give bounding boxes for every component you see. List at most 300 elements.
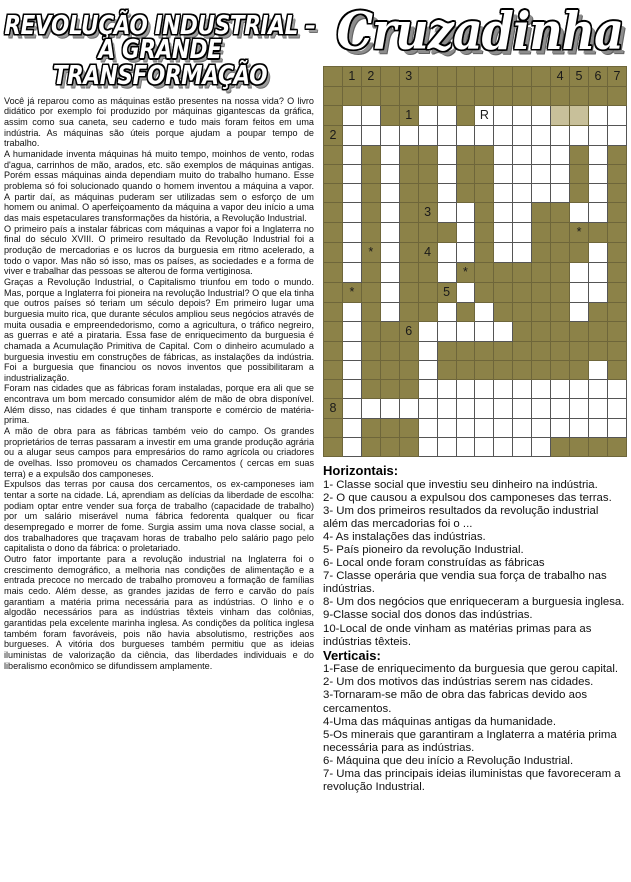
grid-cell-block (380, 380, 399, 399)
grid-row (324, 146, 627, 165)
grid-cell-open[interactable] (437, 126, 456, 146)
clue-vertical-4: 4-Uma das máquinas antigas da humanidade. (323, 715, 557, 728)
grid-cell-block (532, 243, 551, 263)
article-paragraph: Graças a Revolução Industrial, o Capitalismo triunfou em todo o mundo. Mas, porque a Inglaterra foi pioneira na revolução Industrial? O que ela tinha que outros países só teriam um século depois? Em primeiro lugar uma burguesia muito rica, que durante séculos ampliou seus negócios através de muita ousadia e empreendedorismo, como a agricultura, o tráfico negreiro, as guerras e até a pirataria. Essa fase de enriquecimento da burguesia é chamada a Acumulação Primitiva de Capital. Com o dinheiro acumulado a burguesia investiu em construções de fábricas, as instalações da indústria. Foi a burguesia que financiou os novos inventos que possibilitaram a industrialização. (4, 276, 314, 383)
grid-cell-block (570, 361, 589, 380)
grid-row (324, 126, 627, 146)
grid-cell-open[interactable] (437, 243, 456, 263)
grid-cell-open[interactable] (380, 146, 399, 165)
grid-cell-open[interactable] (418, 126, 437, 146)
grid-cell-block (589, 87, 608, 106)
column-number-5: 5 (570, 67, 589, 87)
grid-cell-block (532, 203, 551, 223)
grid-cell-open[interactable] (513, 380, 532, 399)
page-title-line-2: A GRANDE TRANSFORMAÇÃO (52, 35, 268, 91)
grid-cell-block (607, 263, 626, 283)
grid-header-cell (475, 67, 494, 87)
grid-cell-block (324, 243, 343, 263)
grid-cell-open[interactable] (589, 165, 608, 184)
grid-cell-block (532, 223, 551, 243)
grid-cell-block (456, 184, 475, 203)
grid-cell-open[interactable] (418, 361, 437, 380)
grid-cell-open[interactable] (589, 361, 608, 380)
grid-cell-block (589, 223, 608, 243)
grid-cell-block (456, 303, 475, 322)
grid-row (324, 165, 627, 184)
grid-row (324, 243, 627, 263)
grid-cell-open[interactable] (494, 184, 513, 203)
grid-cell-open[interactable] (456, 399, 475, 419)
grid-cell-block (399, 380, 418, 399)
grid-cell-block (380, 106, 399, 126)
grid-cell-block (324, 438, 343, 457)
grid-cell-open[interactable] (361, 399, 380, 419)
grid-cell-highlight[interactable] (551, 106, 570, 126)
grid-cell-open[interactable] (607, 106, 626, 126)
grid-cell-open[interactable] (513, 223, 532, 243)
grid-cell-open[interactable] (437, 380, 456, 399)
grid-cell-open[interactable] (399, 399, 418, 419)
grid-cell-open[interactable] (342, 419, 361, 438)
grid-cell-open[interactable] (532, 165, 551, 184)
grid-cell-block (324, 380, 343, 399)
grid-cell-block (532, 361, 551, 380)
column-number-4: 4 (551, 67, 570, 87)
grid-cell-block (361, 419, 380, 438)
grid-cell-open[interactable] (494, 106, 513, 126)
grid-cell-open[interactable] (513, 106, 532, 126)
grid-header-cell (437, 67, 456, 87)
grid-cell-open[interactable] (494, 165, 513, 184)
grid-cell-block (475, 342, 494, 361)
grid-cell-block (399, 223, 418, 243)
grid-cell-open[interactable] (380, 165, 399, 184)
grid-cell-open[interactable] (342, 223, 361, 243)
grid-cell-block (475, 263, 494, 283)
grid-cell-open[interactable] (532, 146, 551, 165)
grid-cell-open[interactable] (551, 126, 570, 146)
grid-row (324, 399, 627, 419)
grid-cell-block (607, 223, 626, 243)
grid-cell-open[interactable] (589, 106, 608, 126)
grid-cell-open[interactable] (380, 184, 399, 203)
grid-cell-open[interactable] (380, 263, 399, 283)
grid-cell-block (589, 303, 608, 322)
grid-cell-block (399, 361, 418, 380)
grid-cell-open[interactable] (589, 419, 608, 438)
article-paragraph: A humanidade inventa máquinas há muito tempo, moinhos de vento, rodas d'agua, carrinhos de mão, arados, etc. são exemplos de máquinas antigas. Porém essas máquinas ainda dependiam muito do trabalho humano. Esse problema só foi solucionado quando o homem inventou a máquina a vapor. A partir daí, as máquinas puderam ser utilizadas sem o esforço de um homem ou animal. O aperfeiçoamento da máquina a vapor deu início a uma das mais espetaculares transformações da história, a Revolução Industrial. (4, 149, 314, 223)
grid-cell-open[interactable] (380, 223, 399, 243)
clue-vertical-1: 1-Fase de enriquecimento da burguesia que gerou capital. (323, 663, 619, 676)
grid-cell-open[interactable] (437, 146, 456, 165)
grid-cell-open[interactable] (494, 146, 513, 165)
grid-cell-open[interactable] (494, 438, 513, 457)
grid-row (324, 342, 627, 361)
grid-cell-block (551, 361, 570, 380)
grid-cell-block (494, 303, 513, 322)
grid-cell-open[interactable] (437, 165, 456, 184)
grid-cell-open[interactable] (532, 126, 551, 146)
grid-cell-open[interactable] (513, 399, 532, 419)
grid-cell-block (607, 283, 626, 303)
grid-cell-block (399, 438, 418, 457)
clue-vertical-2: 2- Um dos motivos das indústrias serem nas cidades. (323, 676, 594, 689)
clue-horizontal-2: 2- O que causou a expulsou dos camponeses das terras. (323, 491, 612, 504)
grid-cell-open[interactable] (570, 380, 589, 399)
grid-cell-block (551, 87, 570, 106)
grid-cell-block (399, 303, 418, 322)
grid-cell-block (361, 342, 380, 361)
grid-clue-number-8: 8 (324, 399, 343, 419)
grid-cell-block (437, 361, 456, 380)
grid-cell-open[interactable] (456, 438, 475, 457)
grid-cell-block (532, 87, 551, 106)
grid-cell-open[interactable] (513, 243, 532, 263)
grid-cell-block (324, 263, 343, 283)
grid-cell-open[interactable] (475, 380, 494, 399)
grid-cell-open[interactable] (551, 165, 570, 184)
grid-cell-open[interactable] (551, 184, 570, 203)
grid-cell-block (399, 283, 418, 303)
grid-cell-block (607, 361, 626, 380)
grid-cell-open[interactable] (342, 380, 361, 399)
grid-cell-open[interactable] (494, 223, 513, 243)
grid-cell-open[interactable] (494, 126, 513, 146)
column-number-1: 1 (342, 67, 361, 87)
grid-cell-open[interactable] (361, 126, 380, 146)
grid-cell-open[interactable] (418, 106, 437, 126)
grid-cell-block (570, 87, 589, 106)
grid-cell-open[interactable] (475, 322, 494, 342)
grid-cell-block (437, 223, 456, 243)
grid-cell-block (475, 203, 494, 223)
grid-cell-open[interactable] (380, 283, 399, 303)
grid-cell-open[interactable] (589, 184, 608, 203)
article-paragraph: Outro fator importante para a revolução industrial na Inglaterra foi o crescimento demográfico, a melhoria nas condições de alimentação e a entrada precoce no mercado de trabalho promoveu a formação de famílias mais cedo. Além desse, as grandes jazidas de ferro e carvão do país garantiam a matéria prima necessária para as indústrias. O linho e o algodão necessários para as indústrias têxteis vinham das colônias, garantidas pela excelente marinha inglesa. As condições da política inglesa também foram favoráveis, pois não havia absolutismo, restrições aos burgueses. A vitória dos burgueses também permitiu que as ideias iluministas de valorização da ciência, das liberdades individuais e do liberalismo econômico se difundissem amplamente. (4, 553, 314, 671)
grid-cell-open[interactable] (494, 243, 513, 263)
grid-cell-block (380, 438, 399, 457)
grid-cell-open[interactable] (456, 126, 475, 146)
grid-cell-open[interactable] (551, 419, 570, 438)
grid-header-cell (513, 67, 532, 87)
grid-cell-open[interactable] (513, 126, 532, 146)
grid-cell-block (551, 303, 570, 322)
grid-cell-open[interactable] (475, 438, 494, 457)
grid-cell-open[interactable] (456, 243, 475, 263)
grid-cell-block (324, 283, 343, 303)
grid-cell-open[interactable] (589, 380, 608, 399)
grid-cell-open[interactable] (513, 184, 532, 203)
grid-cell-block (399, 342, 418, 361)
grid-cell-open[interactable] (437, 419, 456, 438)
grid-cell-block (380, 361, 399, 380)
grid-cell-open[interactable] (513, 146, 532, 165)
grid-cell-block (551, 263, 570, 283)
grid-cell-open[interactable] (342, 399, 361, 419)
grid-cell-block (551, 322, 570, 342)
grid-cell-block (418, 165, 437, 184)
grid-cell-block (513, 87, 532, 106)
grid-cell-block (456, 165, 475, 184)
grid-cell-open[interactable] (607, 126, 626, 146)
grid-cell-open[interactable] (607, 380, 626, 399)
grid-cell-open[interactable] (437, 263, 456, 283)
grid-header-cell (380, 67, 399, 87)
grid-cell-block (607, 184, 626, 203)
grid-cell-block (324, 184, 343, 203)
grid-cell-open[interactable] (570, 419, 589, 438)
grid-cell-block (532, 322, 551, 342)
grid-cell-block (437, 342, 456, 361)
grid-cell-open[interactable] (607, 419, 626, 438)
grid-cell-block (513, 303, 532, 322)
grid-cell-open[interactable] (456, 203, 475, 223)
grid-cell-block (607, 87, 626, 106)
grid-cell-open[interactable] (494, 380, 513, 399)
grid-cell-open[interactable] (380, 303, 399, 322)
grid-cell-block (324, 146, 343, 165)
grid-cell-block (361, 380, 380, 399)
grid-cell-open[interactable] (342, 126, 361, 146)
grid-cell-open[interactable] (532, 399, 551, 419)
grid-cell-open[interactable] (342, 184, 361, 203)
clue-horizontal-6: 6- Local onde foram construídas as fábricas (323, 557, 545, 570)
verticais-list (323, 663, 625, 794)
grid-clue-number-2: 2 (324, 126, 343, 146)
grid-cell-open[interactable] (342, 303, 361, 322)
grid-row (324, 106, 627, 126)
grid-cell-block (361, 283, 380, 303)
grid-cell-open[interactable] (418, 380, 437, 399)
grid-cell-block (607, 146, 626, 165)
article-paragraph: A mão de obra para as fábricas também veio do campo. Os grandes proprietários de terras passaram a investir em uma grande produção agrária ou a alugar seus campos para empresários do ramo agrícola ou criadores de ovelhas. Isso promoveu os chamados Cercamentos ( cercas em suas terra) e a expulsão dos camponeses. (4, 426, 314, 479)
grid-cell-block (475, 243, 494, 263)
grid-cell-open[interactable] (418, 399, 437, 419)
grid-cell-block (399, 87, 418, 106)
grid-cell-open[interactable] (342, 165, 361, 184)
grid-cell-block (361, 303, 380, 322)
grid-cell-open[interactable] (475, 303, 494, 322)
grid-cell-block (418, 283, 437, 303)
grid-cell-block (607, 438, 626, 457)
grid-clue-number-1: 1 (399, 106, 418, 126)
grid-cell-block (570, 243, 589, 263)
grid-cell-block (551, 283, 570, 303)
grid-cell-open[interactable] (513, 165, 532, 184)
grid-cell-open[interactable] (342, 203, 361, 223)
grid-cell-block (513, 342, 532, 361)
grid-cell-block (607, 165, 626, 184)
page-title-line-1: REVOLUÇÃO INDUSTRIAL – (4, 11, 316, 42)
grid-cell-open[interactable] (456, 380, 475, 399)
grid-cell-open[interactable] (589, 399, 608, 419)
grid-cell-open[interactable] (342, 361, 361, 380)
grid-cell-block (532, 303, 551, 322)
grid-cell-block (324, 342, 343, 361)
grid-cell-open[interactable] (437, 303, 456, 322)
grid-cell-open[interactable] (551, 399, 570, 419)
grid-cell-open[interactable] (589, 243, 608, 263)
grid-cell-block (551, 223, 570, 243)
grid-cell-open[interactable] (607, 399, 626, 419)
grid-cell-block (418, 184, 437, 203)
column-number-3: 3 (399, 67, 418, 87)
grid-row (324, 283, 627, 303)
grid-cell-open[interactable] (532, 438, 551, 457)
grid-cell-open[interactable] (342, 146, 361, 165)
grid-cell-open[interactable] (437, 322, 456, 342)
grid-cell-block (399, 165, 418, 184)
clue-vertical-3: 3-Tornaram-se mão de obra das fabricas devido aos cercamentos. (323, 689, 588, 715)
grid-cell-open[interactable] (437, 399, 456, 419)
grid-cell-open[interactable] (494, 203, 513, 223)
grid-cell-open[interactable] (570, 399, 589, 419)
grid-cell-open[interactable] (342, 243, 361, 263)
article-paragraph: Você já reparou como as máquinas estão presentes na nossa vida? O livro didático por exemplo foi produzido por máquinas gigantescas da gráfica, assim como sua caneta, seu caderno e tudo mais foram feitos em uma indústria. As máquinas são úteis porque ajudam a poupar tempo de trabalho. (4, 95, 314, 149)
grid-cell-block (513, 322, 532, 342)
grid-cell-open[interactable] (437, 203, 456, 223)
grid-cell-block (551, 203, 570, 223)
grid-cell-open[interactable] (513, 438, 532, 457)
grid-cell-block (589, 322, 608, 342)
clue-horizontal-8: 8- Um dos negócios que enriqueceram a burguesia inglesa. (323, 596, 625, 609)
grid-cell-open[interactable] (589, 146, 608, 165)
grid-cell-block (494, 87, 513, 106)
grid-cell-open[interactable] (532, 380, 551, 399)
grid-cell-open[interactable] (513, 419, 532, 438)
grid-cell-open[interactable] (570, 126, 589, 146)
grid-cell-block (607, 303, 626, 322)
grid-cell-block (380, 87, 399, 106)
grid-row (324, 203, 627, 223)
grid-cell-block (361, 322, 380, 342)
grid-cell-open[interactable] (342, 438, 361, 457)
grid-cell-open[interactable] (589, 283, 608, 303)
grid-cell-open[interactable] (342, 263, 361, 283)
grid-cell-open[interactable] (437, 106, 456, 126)
grid-cell-block (607, 203, 626, 223)
grid-cell-open[interactable] (589, 263, 608, 283)
grid-cell-open[interactable] (380, 203, 399, 223)
grid-cell-open[interactable] (475, 126, 494, 146)
grid-cell-open[interactable] (456, 322, 475, 342)
grid-cell-open[interactable] (418, 322, 437, 342)
grid-cell-star: * (570, 223, 589, 243)
grid-cell-open[interactable] (437, 184, 456, 203)
grid-cell-block (380, 342, 399, 361)
grid-cell-highlight[interactable] (570, 106, 589, 126)
grid-cell-open[interactable] (399, 126, 418, 146)
grid-header-cell (532, 67, 551, 87)
grid-cell-block (418, 87, 437, 106)
clue-horizontal-5: 5- País pioneiro da revolução Industrial. (323, 543, 524, 556)
grid-cell-block (475, 165, 494, 184)
clue-vertical-7: 7- Uma das principais ideias iluministas que favoreceram a revolução Industrial. (323, 767, 621, 794)
grid-cell-open[interactable] (418, 419, 437, 438)
grid-cell-block (418, 263, 437, 283)
grid-cell-block (342, 87, 361, 106)
grid-cell-open[interactable] (570, 263, 589, 283)
grid-cell-open[interactable] (361, 106, 380, 126)
grid-cell-block (589, 342, 608, 361)
grid-cell-block (399, 243, 418, 263)
grid-cell-block (475, 283, 494, 303)
grid-cell-block (475, 361, 494, 380)
grid-cell-open[interactable] (570, 203, 589, 223)
grid-cell-block (361, 184, 380, 203)
grid-cell-open[interactable] (456, 223, 475, 243)
grid-cell-block (494, 263, 513, 283)
grid-cell-open[interactable] (589, 203, 608, 223)
grid-cell-block (380, 419, 399, 438)
grid-cell-open[interactable] (532, 419, 551, 438)
grid-cell-open[interactable] (342, 342, 361, 361)
grid-cell-open[interactable] (494, 419, 513, 438)
grid-cell-open[interactable] (342, 322, 361, 342)
grid-row (324, 87, 627, 106)
grid-cell-block (324, 165, 343, 184)
grid-cell-open[interactable] (551, 146, 570, 165)
clue-horizontal-9: 9-Classe social dos donos das indústrias. (323, 609, 533, 622)
grid-cell-open[interactable] (551, 380, 570, 399)
grid-cell-open[interactable] (570, 283, 589, 303)
grid-cell-open[interactable] (456, 283, 475, 303)
grid-cell-open[interactable] (475, 399, 494, 419)
grid-cell-open[interactable] (494, 322, 513, 342)
grid-cell-open[interactable] (475, 419, 494, 438)
grid-row (324, 303, 627, 322)
grid-row (324, 380, 627, 399)
grid-cell-open[interactable] (589, 126, 608, 146)
grid-cell-block (418, 303, 437, 322)
grid-cell-open[interactable] (456, 419, 475, 438)
column-number-7: 7 (607, 67, 626, 87)
grid-cell-open[interactable] (494, 399, 513, 419)
grid-cell-open[interactable] (380, 399, 399, 419)
grid-cell-block (399, 184, 418, 203)
grid-cell-block (361, 438, 380, 457)
grid-cell-open[interactable] (342, 106, 361, 126)
grid-row (324, 438, 627, 457)
grid-cell-block (418, 223, 437, 243)
grid-cell-open[interactable] (418, 342, 437, 361)
grid-cell-open[interactable] (380, 126, 399, 146)
grid-cell-open[interactable] (570, 303, 589, 322)
grid-cell-open[interactable] (437, 438, 456, 457)
grid-cell-block (399, 203, 418, 223)
grid-cell-block (551, 438, 570, 457)
grid-cell-open[interactable] (532, 184, 551, 203)
puzzle-title (322, 0, 627, 66)
grid-cell-open[interactable] (532, 106, 551, 126)
grid-cell-block (361, 203, 380, 223)
grid-cell-block (380, 322, 399, 342)
horizontais-heading: Horizontais: (323, 463, 399, 478)
grid-cell-open[interactable] (418, 438, 437, 457)
grid-cell-block (361, 361, 380, 380)
crossword-grid-wrapper (323, 66, 627, 457)
grid-header-cell (494, 67, 513, 87)
grid-cell-letter[interactable]: R (475, 106, 494, 126)
grid-cell-open[interactable] (513, 203, 532, 223)
grid-cell-block (494, 361, 513, 380)
grid-cell-block (399, 146, 418, 165)
grid-cell-block (494, 283, 513, 303)
crossword-grid[interactable] (323, 66, 627, 457)
grid-cell-block (570, 146, 589, 165)
grid-row (324, 263, 627, 283)
grid-cell-open[interactable] (380, 243, 399, 263)
